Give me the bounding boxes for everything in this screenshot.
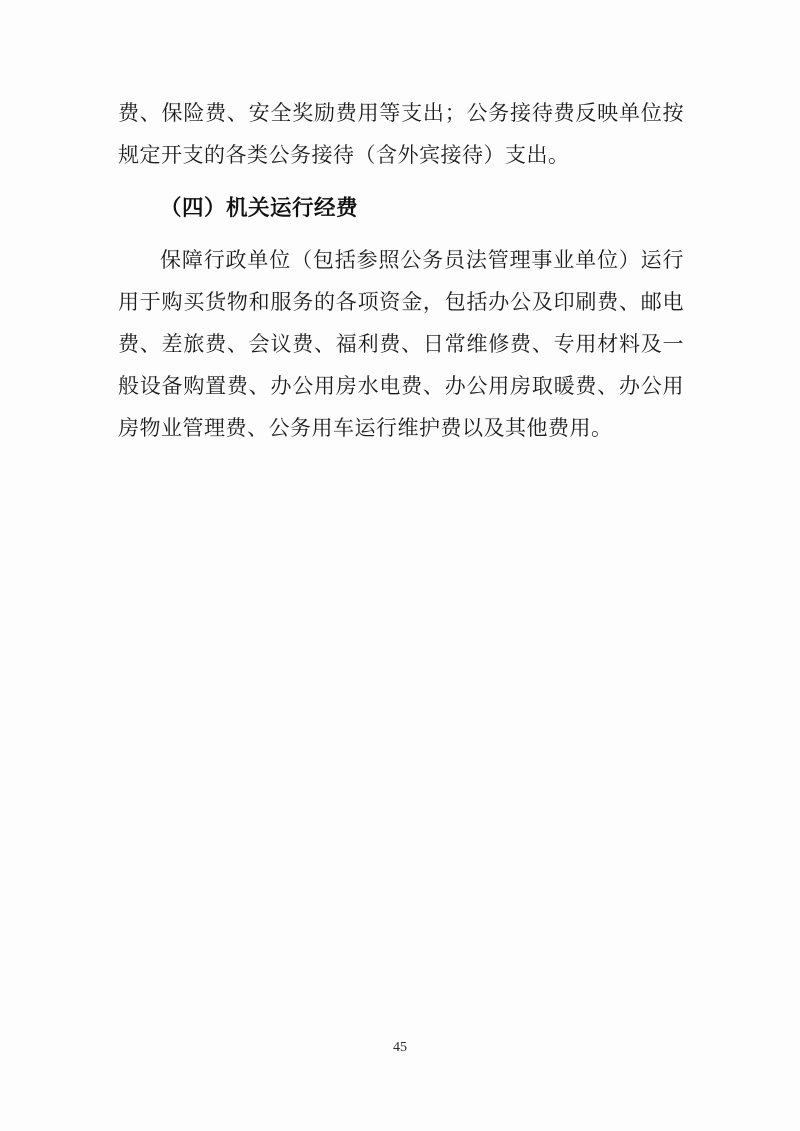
spacer [118,229,684,239]
section-heading-four: （四）机关运行经费 [160,196,359,220]
page-number: 45 [393,1040,407,1055]
paragraph-operating-expenses: 保障行政单位（包括参照公务员法管理事业单位）运行用于购买货物和服务的各项资金，包括办公及印刷费、邮电费、差旅费、会议费、福利费、日常维修费、专用材料及一般设备购置费、办公用房水电费、办公用房取暖费、办公用房物业管理费、公务用车运行维护费以及其他费用。 [118,248,684,440]
page-content [118,92,684,449]
spacer [118,176,684,187]
paragraph-continuation: 费、保险费、安全奖励费用等支出；公务接待费反映单位按规定开支的各类公务接待（含外宾接待）支出。 [118,101,684,167]
